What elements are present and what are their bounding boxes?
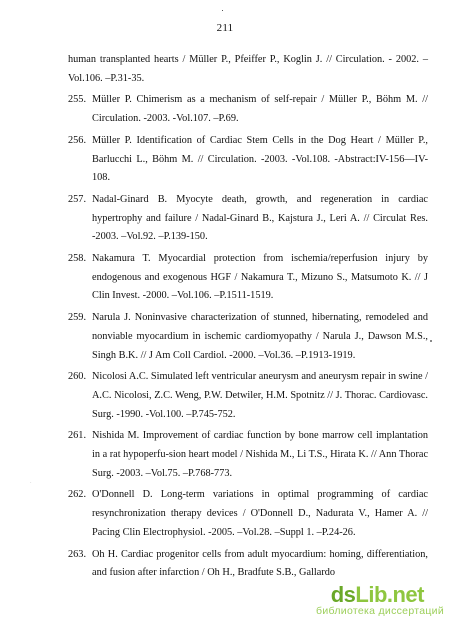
reference-number: 257.	[68, 193, 87, 205]
reference-item	[68, 486, 428, 542]
reference-number: 255.	[68, 94, 87, 106]
scan-speck	[222, 10, 223, 11]
reference-item	[68, 191, 428, 247]
reference-number: 260.	[68, 371, 87, 383]
reference-text: Müller P. Chimerism as a mechanism of self-repair / Müller P., Böhm M. // Circulation. -2003. -Vol.107. –P.69.	[92, 94, 428, 125]
reference-item	[68, 546, 428, 583]
reference-number: 261.	[68, 430, 87, 442]
reference-item	[68, 132, 428, 188]
dslib-watermark	[260, 582, 444, 620]
reference-text: Oh H. Cardiac progenitor cells from adult myocardium: homing, differentiation, and fusion after infarction / Oh H., Bradfute S.B., Gallardo	[92, 548, 428, 579]
reference-text: Müller P. Identification of Cardiac Stem Cells in the Dog Heart / Müller P., Barlucchi L., Böhm M. // Circulation. -2003. -Vol.108. -Abstract:IV-156—IV-108.	[92, 134, 428, 184]
watermark-subtitle: библиотека диссертаций	[316, 605, 444, 617]
reference-number: 259.	[68, 312, 87, 324]
reference-text: Narula J. Noninvasive characterization of stunned, hibernating, remodeled and nonviable myocardium in ischemic cardiomyopathy / Narula J., Dawson M.S., Singh B.K. // J Am Coll Cardiol. -2000. –Vol.36. –P.1913-1919.	[92, 312, 428, 361]
margin-speck	[430, 340, 432, 342]
reference-number: 262.	[68, 489, 87, 501]
reference-list	[68, 51, 428, 586]
watermark-logo-suffix: Lib.net	[355, 582, 424, 607]
reference-number: 258.	[68, 253, 87, 265]
reference-item	[68, 250, 428, 306]
reference-item	[68, 91, 428, 128]
page-number: 211	[216, 22, 234, 34]
reference-item	[68, 427, 428, 483]
watermark-logo-prefix: ds	[330, 582, 356, 607]
reference-item	[68, 51, 428, 88]
reference-text: human transplanted hearts / Müller P., Pfeiffer P., Koglin J. // Circulation. - 2002. –Vol.106. –P.31-35.	[68, 54, 428, 84]
reference-text: Nakamura T. Myocardial protection from ischemia/reperfusion injury by endogenous and exogenous HGF / Nakamura T., Mizuno S., Matsumoto K. // J Clin Invest. -2000. –Vol.106. –P.1511-1519.	[92, 253, 428, 302]
reference-item	[68, 368, 428, 424]
reference-text: O'Donnell D. Long-term variations in optimal programming of cardiac resynchronization therapy devices / O'Donnell D., Nadurata V., Hamer A. // Pacing Clin Electrophysiol. -2005. –Vol.28. –Suppl 1. –P.24-26.	[92, 489, 428, 538]
reference-item	[68, 309, 428, 365]
reference-number: 256.	[68, 134, 87, 146]
reference-number: 263.	[68, 548, 87, 560]
margin-speck: ·	[30, 481, 32, 486]
reference-text: Nicolosi A.C. Simulated left ventricular aneurysm and aneurysm repair in swine / A.C. Nicolosi, Z.C. Weng, P.W. Detwiler, H.M. Spotnitz // J. Thorac. Cardiovasc. Surg. -1990. -Vol.100. –P.745-752.	[92, 371, 428, 420]
reference-text: Nishida M. Improvement of cardiac function by bone marrow cell implantation in a rat hypoperfu-sion heart model / Nishida M., Li T.S., Hirata K. // Ann Thorac Surg. -2003. –Vol.75. –P.768-773.	[92, 430, 429, 479]
reference-text: Nadal-Ginard B. Myocyte death, growth, and regeneration in cardiac hypertrophy and failure / Nadal-Ginard B., Kajstura J., Leri A. // Circulat Res. -2003. –Vol.92. –P.139-150.	[92, 193, 428, 243]
